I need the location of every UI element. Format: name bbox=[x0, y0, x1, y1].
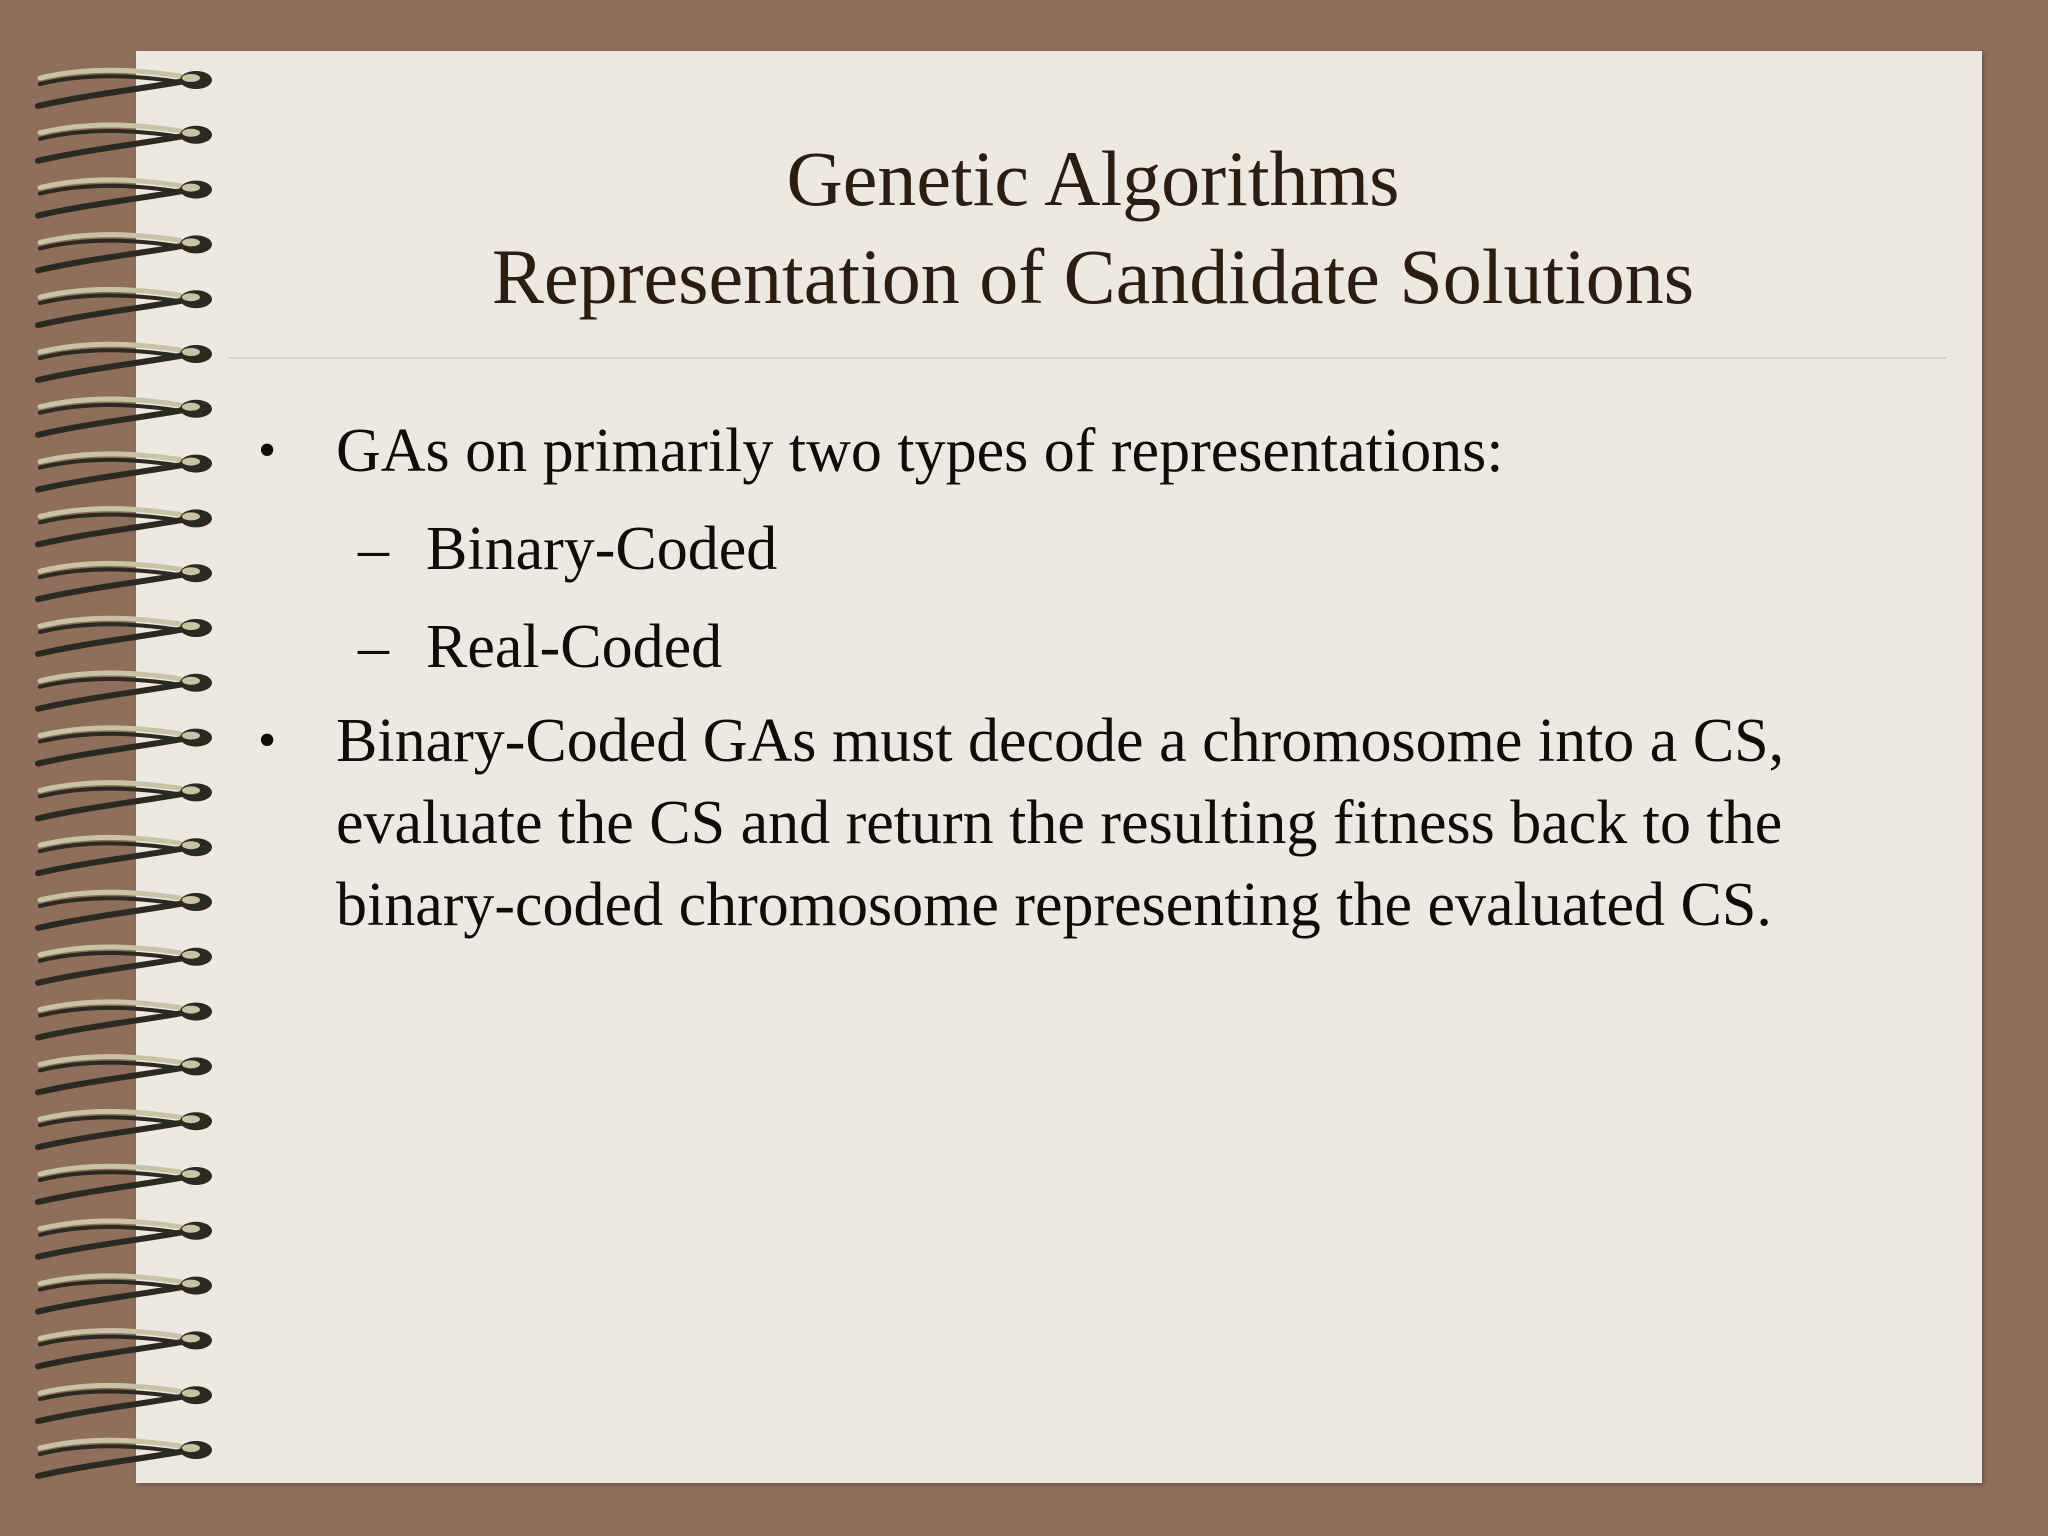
spiral-ring bbox=[38, 892, 212, 928]
spiral-ring bbox=[38, 1166, 212, 1202]
bullet-text: Binary-Coded GAs must decode a chromosome into a CS, evaluate the CS and return the resulting fitness back to the binary-coded chromosome representing the evaluated CS. bbox=[336, 707, 1785, 939]
spiral-ring bbox=[38, 673, 212, 709]
bullet-dot: • bbox=[258, 712, 277, 769]
spiral-ring bbox=[38, 1385, 212, 1421]
title-divider bbox=[228, 357, 1946, 359]
spiral-ring bbox=[38, 1440, 212, 1476]
spiral-ring bbox=[38, 1331, 212, 1367]
sub-bullet-text: Real-Coded bbox=[426, 613, 723, 681]
sub-bullet-item bbox=[250, 606, 1890, 688]
sub-bullet-dash: – bbox=[358, 613, 389, 681]
spiral-ring bbox=[38, 783, 212, 819]
sub-bullet-item bbox=[250, 508, 1890, 590]
title-line-1: Genetic Algorithms bbox=[786, 135, 1400, 222]
sub-bullet-text: Binary-Coded bbox=[426, 515, 778, 583]
spiral-ring bbox=[38, 454, 212, 490]
spiral-ring bbox=[38, 235, 212, 271]
slide-title bbox=[228, 130, 1958, 326]
bullet-item bbox=[250, 700, 1890, 946]
spiral-ring bbox=[38, 618, 212, 654]
spiral-ring bbox=[38, 70, 212, 106]
spiral-ring bbox=[38, 563, 212, 599]
spiral-ring bbox=[38, 947, 212, 983]
spiral-ring bbox=[38, 344, 212, 380]
title-line-2: Representation of Candidate Solutions bbox=[491, 233, 1695, 320]
spiral-ring bbox=[38, 1276, 212, 1312]
bullet-item bbox=[250, 410, 1890, 492]
spiral-ring bbox=[38, 837, 212, 873]
spiral-ring bbox=[38, 728, 212, 764]
spiral-ring bbox=[38, 1111, 212, 1147]
sub-bullet-dash: – bbox=[358, 515, 389, 583]
spiral-ring bbox=[38, 1057, 212, 1093]
bullet-dot: • bbox=[258, 422, 277, 479]
slide-body bbox=[250, 410, 1890, 946]
spiral-ring bbox=[38, 125, 212, 161]
spiral-ring bbox=[38, 1221, 212, 1257]
spiral-ring bbox=[38, 289, 212, 325]
spiral-ring bbox=[38, 180, 212, 216]
bullet-text: GAs on primarily two types of representations: bbox=[336, 417, 1504, 485]
spiral-ring bbox=[38, 399, 212, 435]
notebook-spiral-binding-icon bbox=[0, 0, 240, 1536]
spiral-ring bbox=[38, 1002, 212, 1038]
spiral-ring bbox=[38, 509, 212, 545]
